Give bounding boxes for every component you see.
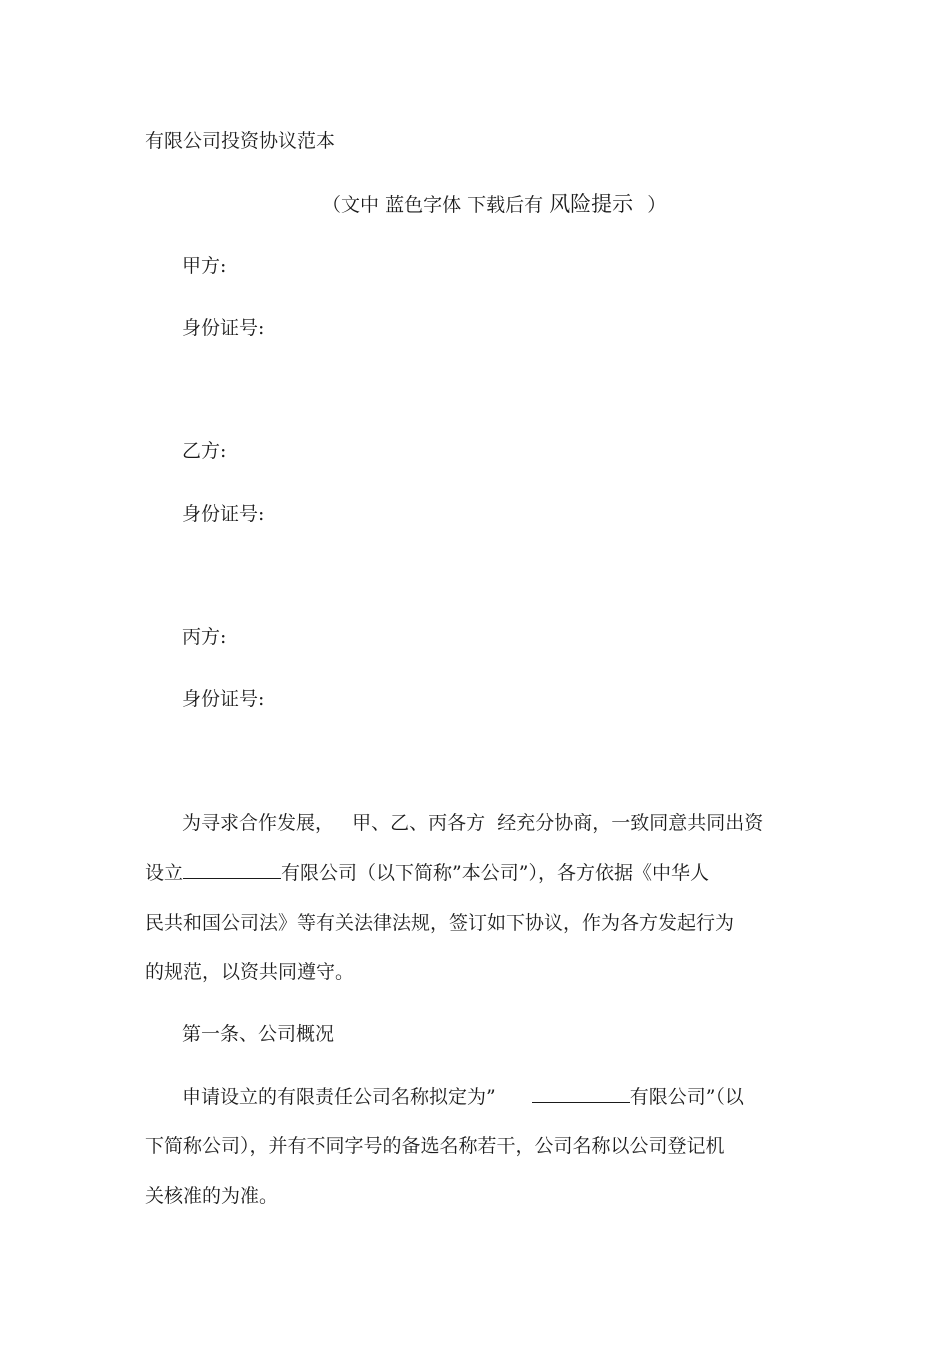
intro-line-2-post: 有限公司（以下简称”本公司”），各方依据《中华人 [281, 862, 709, 884]
party-b-label: 乙方: [182, 440, 227, 462]
article-1-heading: 第一条、公司概况 [182, 1023, 335, 1045]
intro-line-4: 的规范，以资共同遵守。 [145, 961, 355, 983]
document-title: 有限公司投资协议范本 [145, 130, 336, 152]
subtitle-close: ） [647, 194, 667, 216]
company-name-blank-2 [532, 1084, 630, 1103]
party-c-label: 丙方: [182, 626, 227, 648]
company-name-blank [183, 860, 281, 879]
party-c-id-label: 身份证号: [182, 688, 265, 710]
article-1-line-1 [182, 1084, 744, 1109]
party-a-label: 甲方: [182, 255, 227, 277]
intro-line-2-pre: 设立 [145, 862, 184, 884]
article-1-line-2: 下简称公司），并有不同字号的备选名称若干，公司名称以公司登记机 [145, 1135, 725, 1157]
party-a-id-label: 身份证号: [182, 317, 265, 339]
article-1-line-3: 关核准的为准。 [145, 1185, 279, 1207]
party-b-id-label: 身份证号: [182, 503, 265, 525]
intro-line-1: 为寻求合作发展， 甲、乙、丙各方 经充分协商，一致同意共同出资 [182, 812, 764, 834]
subtitle-part3: 风险提示 [549, 192, 634, 216]
intro-line-3: 民共和国公司法》等有关法律法规，签订如下协议，作为各方发起行为 [145, 912, 735, 934]
intro-line-2 [145, 860, 709, 885]
subtitle-part2: 下载后有 [467, 194, 544, 216]
subtitle-open: （文中 [322, 194, 380, 216]
document-subtitle [322, 192, 666, 217]
article-1-line-1-post: 有限公司”（以 [629, 1086, 744, 1108]
article-1-line-1-pre: 申请设立的有限责任公司名称拟定为” [182, 1086, 496, 1108]
subtitle-part1: 蓝色字体 [385, 194, 462, 216]
